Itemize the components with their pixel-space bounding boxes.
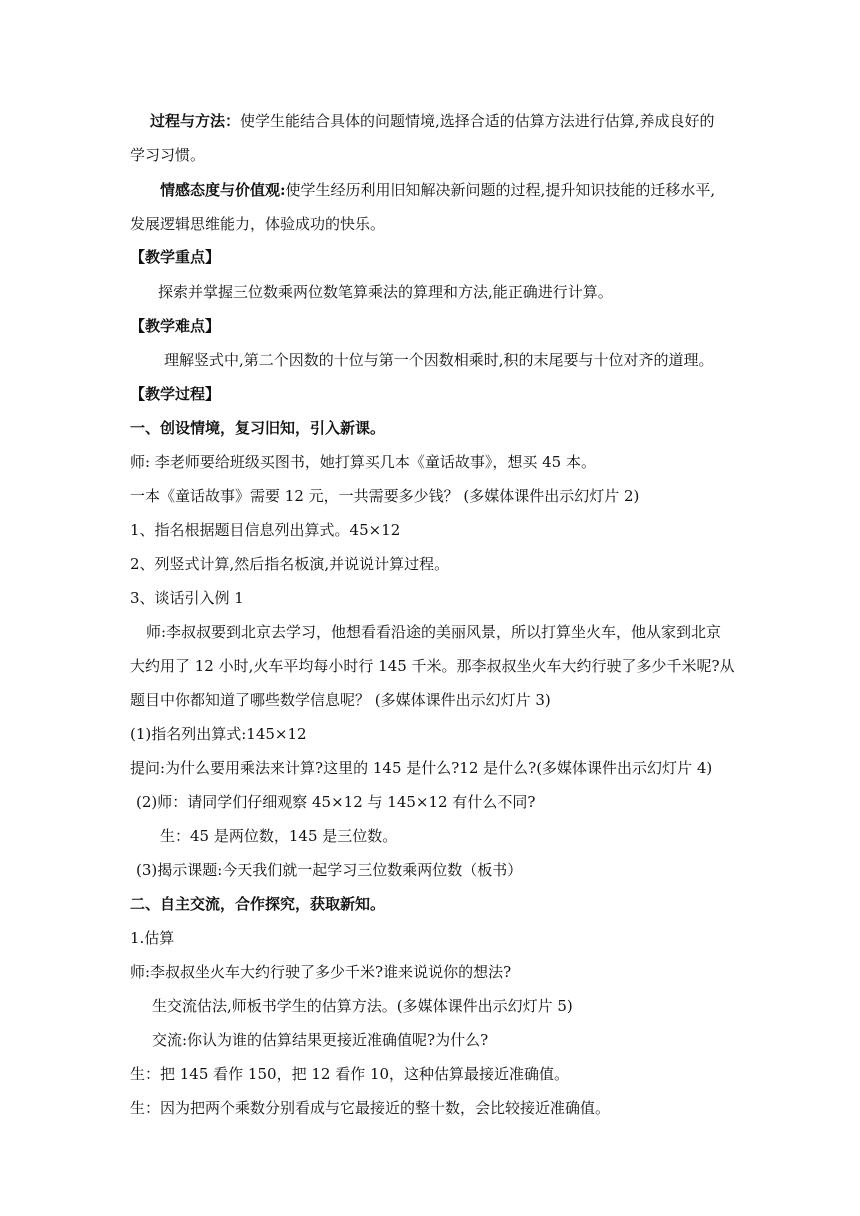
section-two-line-4: 交流:你认为谁的估算结果更接近准确值呢?为什么? [152, 1031, 489, 1049]
emotion-attitude-line-2: 发展逻辑思维能力，体验成功的快乐。 [130, 215, 386, 233]
heading-key-points: 【教学重点】 [130, 248, 221, 266]
process-method-label: 过程与方法： [150, 112, 241, 130]
emotion-attitude-line-1 [160, 180, 780, 200]
section-one-line-9: (1)指名列出算式:145×12 [130, 725, 307, 743]
section-one-line-11: (2)师：请同学们仔细观察 45×12 与 145×12 有什么不同? [136, 793, 536, 811]
section-two-line-5: 生：把 145 看作 150，把 12 看作 10，这种估算最接近准确值。 [130, 1065, 570, 1083]
section-one-line-6: 师:李叔叔要到北京去学习，他想看看沿途的美丽风景，所以打算坐火车，他从家到北京 [146, 623, 722, 641]
section-two-line-6: 生：因为把两个乘数分别看成与它最接近的整十数，会比较接近准确值。 [130, 1099, 611, 1117]
key-points-text: 探索并掌握三位数乘两位数笔算乘法的算理和方法,能正确进行计算。 [158, 283, 613, 301]
section-one-line-5: 3、谈话引入例 1 [130, 589, 244, 607]
section-one-line-2: 一本《童话故事》需要 12 元，一共需要多少钱？ (多媒体课件出示幻灯片 2) [130, 487, 640, 505]
process-method-line-1 [150, 111, 770, 131]
section-one-line-12: 生：45 是两位数，145 是三位数。 [160, 827, 398, 845]
section-one-line-3: 1、指名根据题目信息列出算式。45×12 [130, 521, 401, 539]
section-two-line-1: 1.估算 [130, 929, 175, 947]
section-one-line-4: 2、列竖式计算,然后指名板演,并说说计算过程。 [130, 555, 450, 573]
heading-difficult-points: 【教学难点】 [130, 317, 221, 335]
process-method-text: 使学生能结合具体的问题情境,选择合适的估算方法进行估算,养成良好的 [240, 112, 715, 130]
difficult-points-text: 理解竖式中,第二个因数的十位与第一个因数相乘时,积的末尾要与十位对齐的道理。 [164, 351, 714, 369]
section-two-line-3: 生交流估法,师板书学生的估算方法。(多媒体课件出示幻灯片 5) [152, 997, 573, 1015]
section-one-line-8: 题目中你都知道了哪些数学信息呢？ (多媒体课件出示幻灯片 3) [130, 691, 551, 709]
emotion-attitude-label: 情感态度与价值观: [160, 181, 286, 199]
section-two-heading: 二、自主交流，合作探究，获取新知。 [130, 895, 386, 913]
section-one-line-7: 大约用了 12 小时,火车平均每小时行 145 千米。那李叔叔坐火车大约行驶了多少千米呢?从 [130, 657, 735, 675]
emotion-attitude-text: 使学生经历利用旧知解决新问题的过程,提升知识技能的迁移水平, [285, 181, 716, 199]
section-two-line-2: 师:李叔叔坐火车大约行驶了多少千米?谁来说说你的想法? [130, 963, 512, 981]
section-one-line-1: 师: 李老师要给班级买图书，她打算买几本《童话故事》，想买 45 本。 [130, 453, 596, 471]
process-method-line-2: 学习习惯。 [130, 146, 206, 164]
section-one-line-10: 提问:为什么要用乘法来计算?这里的 145 是什么?12 是什么?(多媒体课件出示幻灯片 4) [130, 759, 713, 777]
section-one-heading: 一、创设情境，复习旧知，引入新课。 [130, 419, 386, 437]
heading-teaching-process: 【教学过程】 [130, 385, 221, 403]
section-one-line-13: (3)揭示课题:今天我们就一起学习三位数乘两位数（板书） [136, 861, 523, 879]
